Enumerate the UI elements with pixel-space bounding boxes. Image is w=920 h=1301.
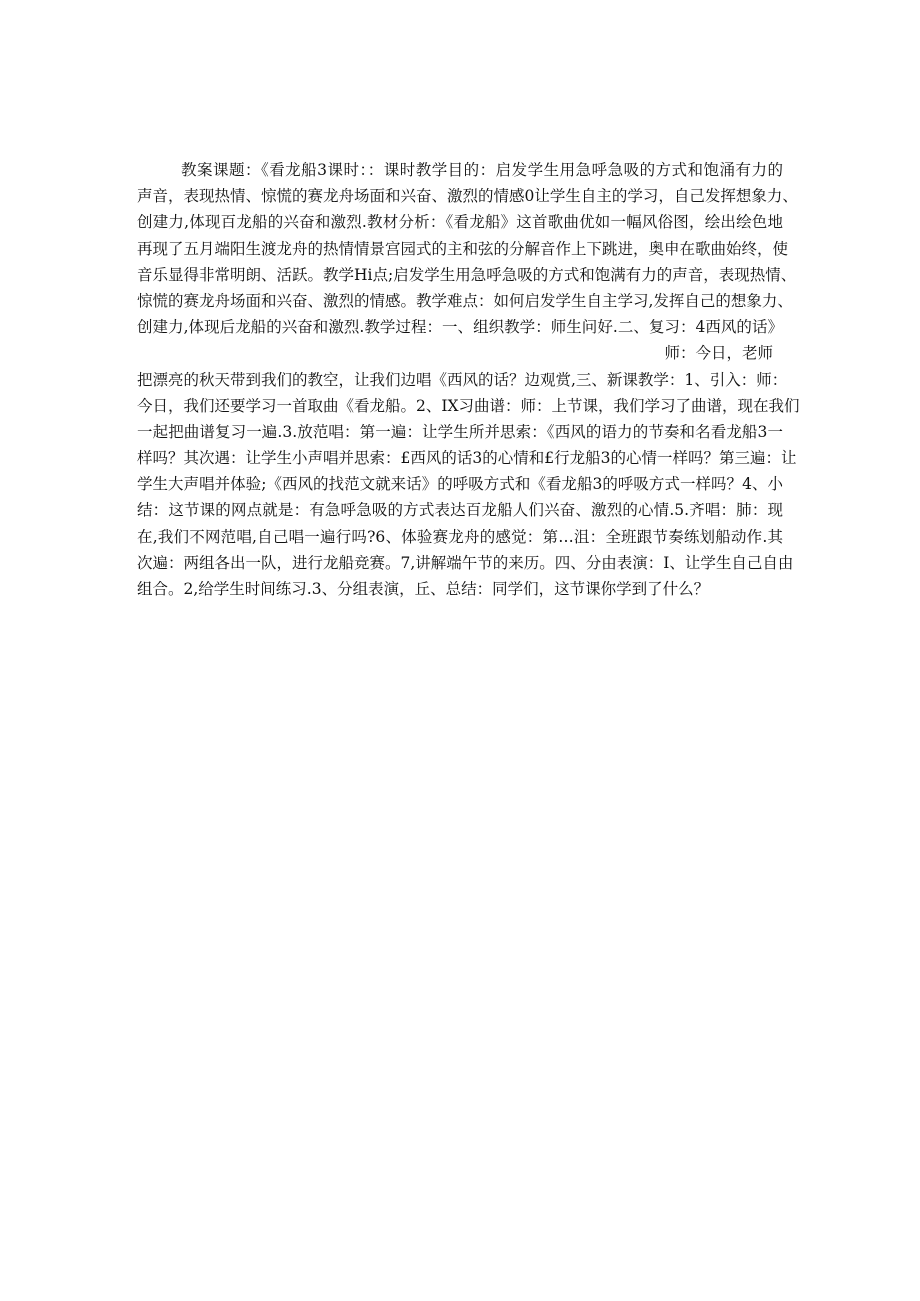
- text-line: 学生大声唱并体验;《西风的找范文就来话》的呼吸方式和《看龙船3的呼吸方式一样吗？4、小: [137, 475, 783, 494]
- text-line: 音乐显得非常明朗、活跃。教学Hi点;启发学生用急呼急吸的方式和饱满有力的声音，表现热情、: [137, 265, 797, 284]
- text-line: 把漂亮的秋天带到我们的教空，让我们边唱《西风的话？边观赏,三、新课教学：1、引入：师：: [137, 370, 788, 389]
- text-line: 一起把曲谱复习一遍.3.放范唱：第一遍：让学生所并思索：《西风的语力的节奏和名看龙船3一: [137, 422, 783, 441]
- text-line: 样吗？其次遇：让学生小声唱并思索：£西风的话3的心情和£行龙船3的心情一样吗？第三遍：让: [137, 449, 797, 468]
- text-line: 再现了五月端阳生渡龙舟的热情情景宫园式的主和弦的分解音作上下跳进，奥申在歌曲始终，使: [137, 239, 789, 258]
- text-line: 组合。2,给学生时间练习.3、分组表演，丘、总结：同学们，这节课你学到了什么？: [137, 580, 710, 598]
- text-line: 师：今日，老师: [664, 344, 773, 363]
- text-line: 创建力,体现百龙船的兴奋和激烈.教材分析：《看龙船》这首歌曲优如一幅风俗图，绘出绘色地: [137, 213, 783, 232]
- text-line: 在,我们不网范唱,自己唱一遍行吗?6、体验赛龙舟的感觉：第…沮：全班跟节奏练划船动作.其: [137, 527, 783, 546]
- text-line: 声音，表现热情、惊慌的赛龙舟场面和兴奋、激烈的情感0让学生自主的学习，自己发挥想象力、: [137, 187, 798, 206]
- text-line: 惊慌的赛龙舟场面和兴奋、激烈的情感。教学难点：如何启发学生自主学习,发挥自己的想象力、: [137, 291, 793, 310]
- text-line: 次遍：两组各出一队，进行龙船竞赛。7,讲解端午节的来历。四、分由表演：I、让学生自己自由: [137, 553, 794, 572]
- text-line: 创建力,体现后龙船的兴奋和激烈.教学过程：一、组织教学：师生问好.二、复习：4西风的话》: [137, 318, 783, 337]
- lesson-plan-text: [137, 157, 800, 602]
- text-line: 教案课题：《看龙船3课时：：课时教学目的：启发学生用急呼急吸的方式和饱涌有力的: [181, 161, 783, 179]
- text-line: 今日，我们还要学习一首取曲《看龙船。2、IX习曲谱：师：上节课，我们学习了曲谱，现在我们: [137, 396, 800, 415]
- text-line: 结：这节课的网点就是：有急呼急吸的方式表达百龙船人们兴奋、激烈的心情.5.齐唱：肺：现: [137, 501, 783, 520]
